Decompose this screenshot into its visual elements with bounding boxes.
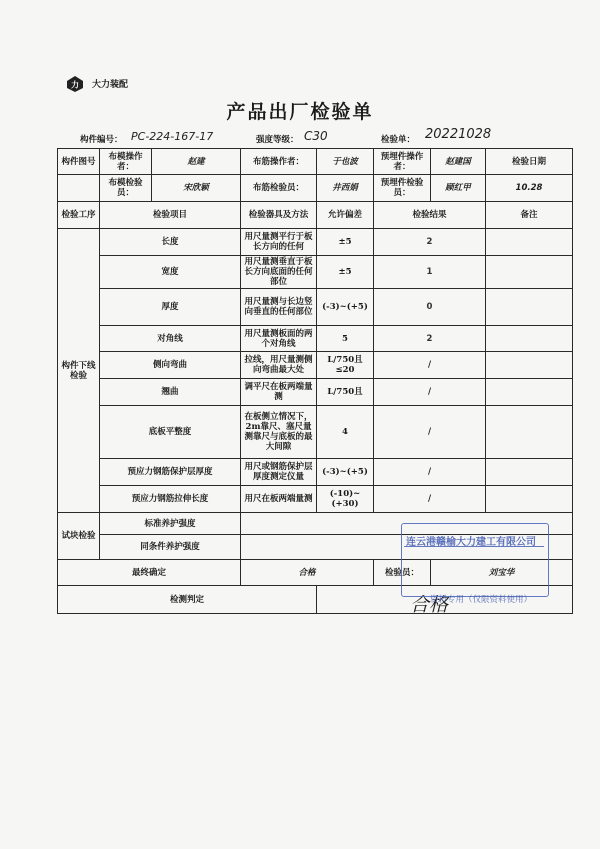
item-tolerance: L/750且≤20	[317, 352, 374, 379]
item-tolerance: (-3)~(+5)	[317, 289, 374, 326]
item-method: 用尺量测板面的两个对角线	[241, 326, 317, 352]
embed-inspector-label: 预埋件检验员：	[374, 175, 431, 202]
inspector-label: 检验员：	[374, 560, 431, 586]
item-result: 1	[374, 256, 486, 289]
item-remark	[486, 459, 573, 486]
embed-operator-signature: 赵建国	[431, 149, 486, 175]
item-method: 调平尺在板两端量测	[241, 379, 317, 406]
rebar-inspector-label: 布筋检验员：	[241, 175, 317, 202]
item-result: /	[374, 379, 486, 406]
final-label: 最终确定	[58, 560, 241, 586]
item-method: 用尺量测与长边竖向垂直的任何部位	[241, 289, 317, 326]
item-result: /	[374, 486, 486, 513]
item-tolerance: 5	[317, 326, 374, 352]
item-remark	[486, 326, 573, 352]
item-remark	[486, 379, 573, 406]
col-method: 检验器具及方法	[241, 202, 317, 229]
drawing-no-label: 构件图号	[58, 149, 100, 175]
company-logo-icon	[66, 75, 84, 93]
col-process: 检验工序	[58, 202, 100, 229]
rebar-inspector-signature: 井西娟	[317, 175, 374, 202]
judgment-label: 检测判定	[58, 586, 317, 614]
svg-text:力: 力	[71, 80, 79, 90]
item-method: 用尺在板两端量测	[241, 486, 317, 513]
page-title: 产品出厂检验单	[226, 101, 374, 123]
stamp-company-name: 连云港赣榆大力建工有限公司	[406, 537, 536, 548]
inspection-no-value: 20221028	[425, 127, 492, 142]
strength-label: 强度等级：	[256, 135, 299, 145]
section-offline-label: 构件下线检验	[58, 229, 100, 513]
item-result: /	[374, 406, 486, 459]
item-remark	[486, 486, 573, 513]
item-remark	[486, 256, 573, 289]
item-name: 预应力钢筋拉伸长度	[100, 486, 241, 513]
item-method: 用尺量测垂直于板长方向底面的任何部位	[241, 256, 317, 289]
inspection-no-label: 检验单：	[381, 135, 416, 145]
mold-inspector-label: 布模检验员：	[100, 175, 152, 202]
item-tolerance: (-10)~(+30)	[317, 486, 374, 513]
col-tolerance: 允许偏差	[317, 202, 374, 229]
component-no-label: 构件编号：	[80, 135, 123, 145]
item-tolerance: 4	[317, 406, 374, 459]
item-name: 底板平整度	[100, 406, 241, 459]
embed-operator-label: 预埋件操作者：	[374, 149, 431, 175]
company-stamp	[401, 523, 549, 597]
item-remark	[486, 406, 573, 459]
stamp-footer: 资料专用（仅限资料使用）	[430, 595, 533, 605]
same-condition-label: 同条件养护强度	[100, 535, 241, 560]
col-item: 检验项目	[100, 202, 241, 229]
mold-operator-signature: 赵建	[152, 149, 241, 175]
test-block-label: 试块检验	[58, 513, 100, 560]
col-result: 检验结果	[374, 202, 486, 229]
inspector-signature: 刘宝华	[431, 560, 573, 586]
embed-inspector-signature: 顾红甲	[431, 175, 486, 202]
item-name: 翘曲	[100, 379, 241, 406]
mold-inspector-signature: 宋欣颖	[152, 175, 241, 202]
final-value: 合格	[241, 560, 374, 586]
rebar-operator-signature: 于也波	[317, 149, 374, 175]
brand-name: 大力装配	[92, 80, 129, 90]
item-name: 侧向弯曲	[100, 352, 241, 379]
item-method: 用尺量测平行于板长方向的任何	[241, 229, 317, 256]
item-result: /	[374, 352, 486, 379]
item-remark	[486, 229, 573, 256]
component-no-value: PC-224-167-17	[131, 130, 214, 143]
item-method: 在板侧立情况下，2m靠尺、塞尺量测靠尺与底板的最大间隙	[241, 406, 317, 459]
judgment-signature: 合格	[410, 594, 449, 616]
stamp-divider	[404, 546, 544, 547]
rebar-operator-label: 布筋操作者：	[241, 149, 317, 175]
item-remark	[486, 289, 573, 326]
col-remark: 备注	[486, 202, 573, 229]
item-remark	[486, 352, 573, 379]
item-name: 宽度	[100, 256, 241, 289]
inspect-date-label: 检验日期	[486, 149, 573, 175]
item-name: 对角线	[100, 326, 241, 352]
strength-value: C30	[304, 129, 328, 143]
item-name: 长度	[100, 229, 241, 256]
item-method: 用尺或钢筋保护层厚度测定仪量	[241, 459, 317, 486]
item-result: 0	[374, 289, 486, 326]
item-name: 预应力钢筋保护层厚度	[100, 459, 241, 486]
item-method: 拉线，用尺量测侧向弯曲最大处	[241, 352, 317, 379]
item-result: 2	[374, 326, 486, 352]
standard-curing-label: 标准养护强度	[100, 513, 241, 535]
mold-operator-label: 布模操作者：	[100, 149, 152, 175]
item-tolerance: ±5	[317, 229, 374, 256]
item-result: 2	[374, 229, 486, 256]
inspect-date-value: 10.28	[486, 175, 573, 202]
item-name: 厚度	[100, 289, 241, 326]
item-result: /	[374, 459, 486, 486]
item-tolerance: (-3)~(+5)	[317, 459, 374, 486]
item-tolerance: L/750且	[317, 379, 374, 406]
item-tolerance: ±5	[317, 256, 374, 289]
